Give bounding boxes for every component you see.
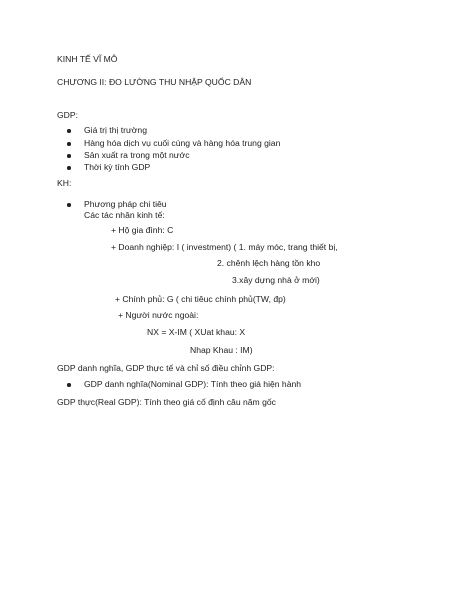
bullet-icon [67, 383, 71, 387]
real-gdp-line: GDP thực(Real GDP): Tính theo giá cố định câu năm gốc [57, 397, 276, 407]
document-title: KINH TẾ VĨ MÔ [57, 54, 118, 64]
actors-label: Các tác nhân kinh tế: [84, 210, 165, 220]
section-heading: GDP danh nghĩa, GDP thực tế và chỉ số điều chỉnh GDP: [57, 363, 275, 373]
gdp-item: Thời kỳ tính GDP [84, 162, 151, 172]
foreigners-line: + Người nước ngoài: [118, 310, 199, 320]
kh-heading: KH: [57, 178, 72, 188]
method-item: Phương pháp chi tiêu [84, 199, 167, 209]
bullet-icon [67, 129, 71, 133]
gdp-heading: GDP: [57, 110, 79, 120]
bullet-icon [67, 142, 71, 146]
business-line-2: 2. chênh lệch hàng tồn kho [217, 258, 321, 268]
net-export-import-note: Nhap Khau : IM) [190, 345, 253, 355]
net-export-formula: NX = X-IM ( XUat khau: X [147, 327, 246, 337]
bullet-icon [67, 166, 71, 170]
gdp-item: Hàng hóa dịch vụ cuối cùng và hàng hóa trung gian [84, 138, 281, 148]
bullet-icon [67, 154, 71, 158]
business-line: + Doanh nghiệp: I ( investment) ( 1. máy móc, trang thiết bị, [111, 242, 338, 252]
nominal-gdp-item: GDP danh nghĩa(Nominal GDP): Tính theo giá hiện hành [84, 379, 302, 389]
bullet-icon [67, 203, 71, 207]
gdp-item: Giá trị thị trường [84, 125, 147, 135]
household-line: + Hộ gia đình: C [111, 225, 174, 235]
chapter-heading: CHƯƠNG II: ĐO LƯỜNG THU NHẬP QUỐC DÂN [57, 77, 252, 87]
gdp-item: Sản xuất ra trong một nước [84, 150, 190, 160]
government-line: + Chính phủ: G ( chi tiêuc chính phủ(TW, đp) [115, 294, 286, 304]
business-line-3: 3.xây dựng nhà ở mới) [232, 275, 320, 285]
